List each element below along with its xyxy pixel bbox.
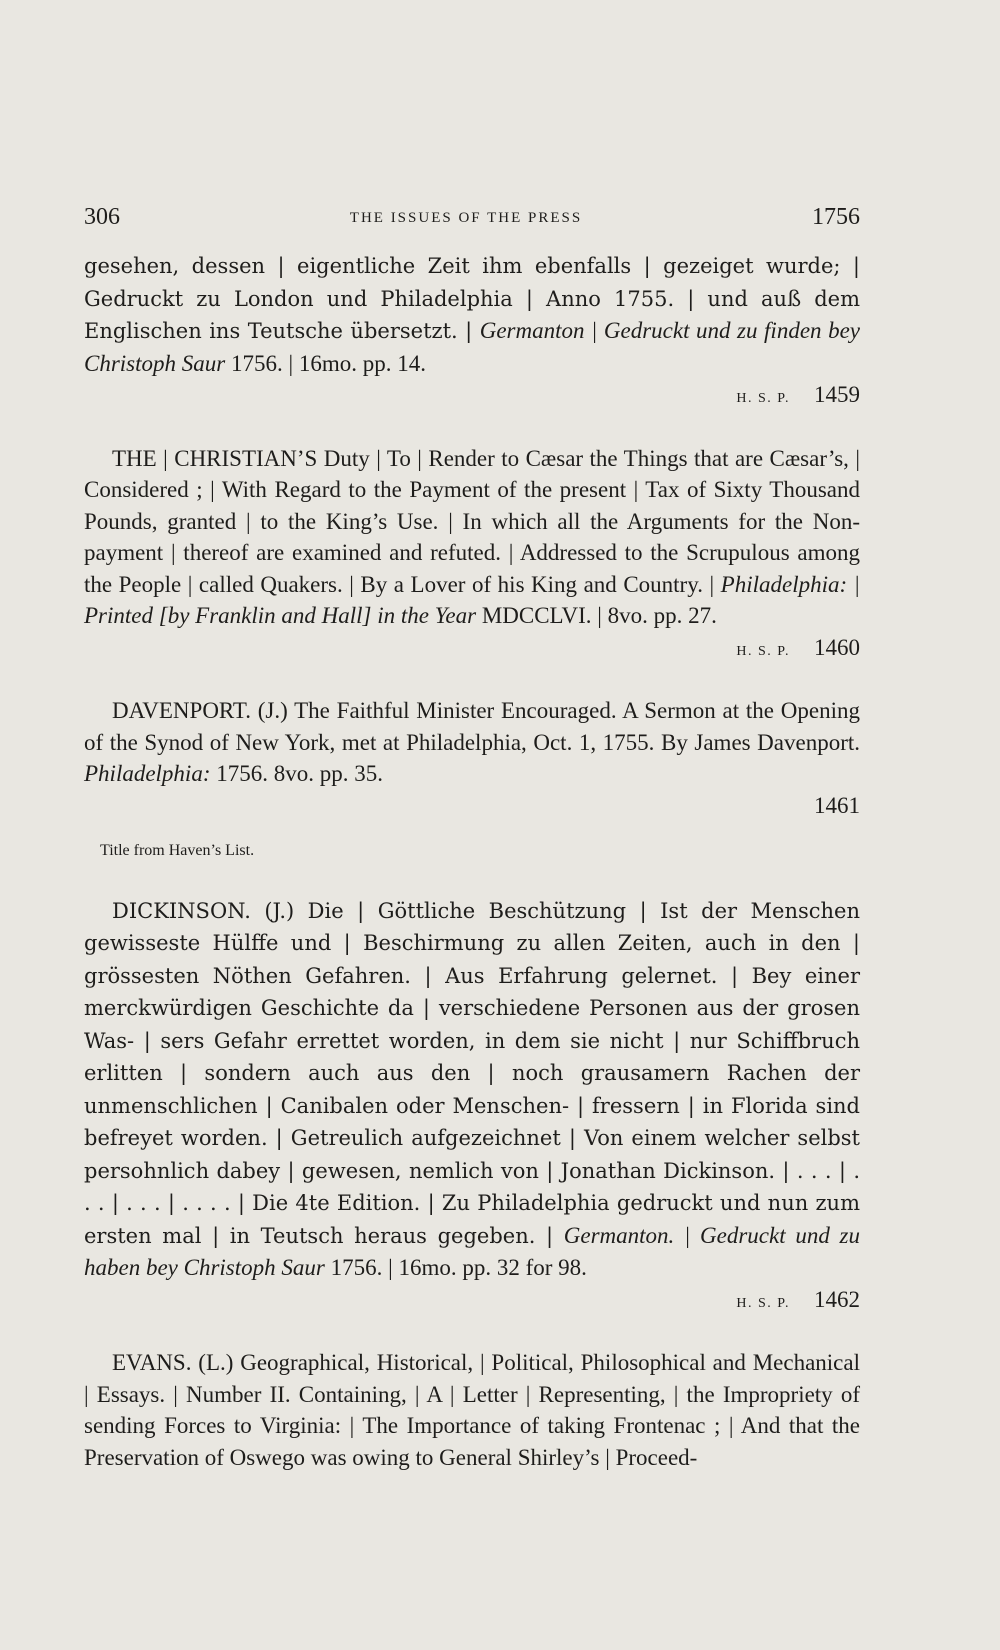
entry-1459	[84, 250, 860, 415]
entry-number: 1462	[814, 1286, 860, 1312]
entry-number: 1460	[814, 634, 860, 660]
entry-text: EVANS. (L.) Geographical, Historical, | Political, Philosophical and Mechanical | Essays. | Number II. Containing, | A | Letter | Representing, | the Impropriety of sending Forces to Virginia: | The Importance of taking Frontenac ; | And that the Preservation of Oswego was owing to General Shirley’s | Proceed-	[84, 1350, 860, 1470]
entry-imprint: Germanton | Gedruckt und zu finden bey Christoph Saur	[84, 318, 860, 376]
running-head	[84, 204, 860, 250]
book-page	[84, 204, 860, 1504]
entry-format: 1756. 8vo. pp. 35.	[210, 761, 383, 786]
entry-format: 1756. | 16mo. pp. 32 for 98.	[324, 1255, 587, 1280]
entry-format: MDCCLVI. | 8vo. pp. 27.	[476, 603, 717, 628]
entry-number: 1459	[814, 382, 860, 407]
entry-text: gesehen, dessen | eigentliche Zeit ihm ebenfalls | gezeiget wurde; | Gedruckt zu London und Philadelphia | Anno 1755. | und auß dem Englischen ins Teutsche übersetzt. |	[84, 254, 860, 343]
entry-format: 1756. | 16mo. pp. 14.	[225, 350, 426, 376]
running-year: 1756	[812, 204, 860, 230]
entry-evans	[84, 1347, 860, 1473]
entry-imprint: Germanton. | Gedruckt und zu haben bey Christoph Saur	[84, 1222, 860, 1280]
entry-1462	[84, 895, 860, 1320]
source-code: H. S. P.	[736, 643, 790, 659]
running-title: THE ISSUES OF THE PRESS	[349, 210, 583, 226]
source-code: H. S. P.	[736, 1295, 790, 1311]
entry-1460	[84, 443, 860, 668]
entry-1461	[84, 695, 860, 867]
entry-tail	[84, 790, 860, 822]
entry-text: THE | CHRISTIAN’S Duty | To | Render to Cæsar the Things that are Cæsar’s, | Considered ; | With Regard to the Payment of the present | Tax of Sixty Thousand Pounds, granted | to the King’s Use. | In which all the Arguments for the Non-payment | thereof are examined and refuted. | Addressed to the Scrupulous among the People | called Quakers. | By a Lover of his King and Country. |	[84, 445, 860, 597]
entry-tail	[84, 632, 860, 668]
source-code: H. S. P.	[736, 391, 790, 406]
entry-imprint: Philadelphia:	[84, 761, 211, 786]
entry-text: DICKINSON. (J.) Die | Göttliche Beschützung | Ist der Menschen gewisseste Hülffe und | Beschirmung zu allen Zeiten, auch in den | grössesten Nöthen Gefahren. | Aus Erfahrung gelernet. | Bey einer merckwürdigen Geschichte da | verschiedene Personen aus der grosen Was- | sers Gefahr errettet worden, in dem sie nicht | nur Schiffbruch erlitten | sondern auch aus den | noch grausamern Rachen der unmenschlichen | Canibalen oder Menschen- | fressern | in Florida sind befreyet worden. | Getreulich aufgezeichnet | Von einem welcher selbst persohnlich dabey | gewesen, nemlich von | Jonathan Dickinson. | . . . | . . . | . . . | . . . . | Die 4te Edition. | Zu Philadelphia gedruckt und nun zum ersten mal | in Teutsch heraus gegeben. |	[84, 898, 860, 1248]
entry-tail	[84, 379, 860, 415]
entry-note: Title from Haven’s List.	[100, 842, 255, 859]
entry-text: DAVENPORT. (J.) The Faithful Minister Encouraged. A Sermon at the Opening of the Synod of New York, met at Philadelphia, Oct. 1, 1755. By James Davenport.	[84, 698, 860, 755]
page-number: 306	[84, 204, 120, 230]
entry-imprint: Philadelphia: | Printed [by Franklin and Hall] in the Year	[84, 571, 860, 628]
entry-tail	[84, 1284, 860, 1320]
entry-number: 1461	[814, 792, 860, 818]
